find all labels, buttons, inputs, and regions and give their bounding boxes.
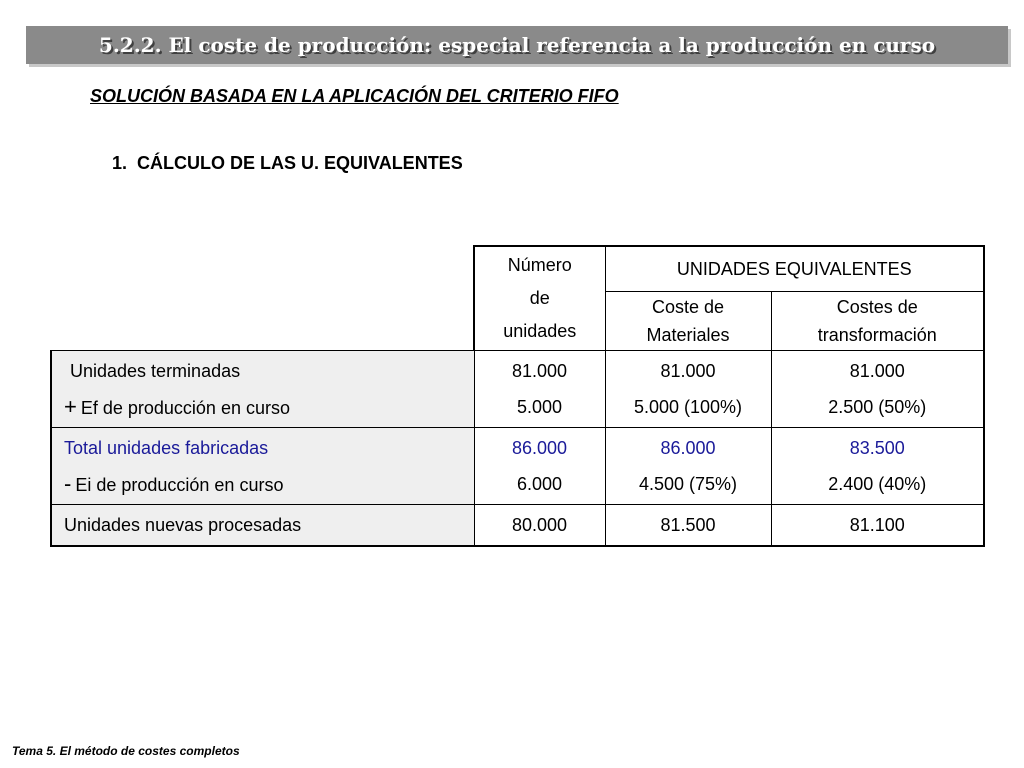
empty-corner-cell <box>51 246 474 351</box>
subtitle: SOLUCIÓN BASADA EN LA APLICACIÓN DEL CRITERIO FIFO <box>90 86 619 106</box>
transformacion-block2 <box>771 428 984 505</box>
numero-total-fabricadas: 86.000 <box>511 438 568 459</box>
transformacion-terminadas: 81.000 <box>849 361 905 382</box>
header-transformacion-line1: Costes de <box>836 297 918 318</box>
header-materiales-line1: Coste de <box>651 297 725 318</box>
numero-nuevas: 80.000 <box>474 505 605 547</box>
numero-terminadas: 81.000 <box>511 361 568 382</box>
materiales-total-fabricadas: 86.000 <box>660 438 716 459</box>
numero-ef: 5.000 <box>516 397 563 418</box>
label-unidades-nuevas: Unidades nuevas procesadas <box>51 505 474 547</box>
header-costes-transformacion <box>771 292 984 351</box>
materiales-ef: 5.000 (100%) <box>633 397 743 418</box>
row-total-fabricadas <box>51 428 984 505</box>
materiales-terminadas: 81.000 <box>660 361 716 382</box>
header-unidades-equivalentes: UNIDADES EQUIVALENTES <box>605 246 984 292</box>
materiales-ei: 4.500 (75%) <box>638 474 738 495</box>
transformacion-nuevas: 81.100 <box>771 505 984 547</box>
title-bar <box>26 26 1008 64</box>
transformacion-ef: 2.500 (50%) <box>828 397 927 418</box>
plus-sign: + <box>64 393 77 419</box>
header-transformacion-line2: transformación <box>817 325 937 346</box>
label-total-fabricadas: Total unidades fabricadas <box>64 437 269 458</box>
materiales-nuevas: 81.500 <box>605 505 771 547</box>
materiales-block2 <box>605 428 771 505</box>
page-title: 5.2.2. El coste de producción: especial referencia a la producción en curso <box>98 33 936 57</box>
label-ef-produccion <box>64 389 474 426</box>
label-ei-produccion-text: Ei de producción en curso <box>75 474 284 495</box>
label-cell-block1 <box>51 351 474 428</box>
transformacion-total-fabricadas: 83.500 <box>849 438 905 459</box>
header-coste-materiales <box>605 292 771 351</box>
section-number: 1. <box>112 153 128 173</box>
transformacion-ei: 2.400 (40%) <box>828 474 927 495</box>
transformacion-block1 <box>771 351 984 428</box>
equivalent-units-table <box>50 245 985 547</box>
row-unidades-terminadas <box>51 351 984 428</box>
section-label: CÁLCULO DE LAS U. EQUIVALENTES <box>137 153 463 173</box>
section-heading <box>112 153 463 174</box>
minus-sign: - <box>64 470 72 496</box>
header-materiales-line2: Materiales <box>646 325 730 346</box>
materiales-block1 <box>605 351 771 428</box>
header-numero-unidades <box>474 246 605 351</box>
footer-text: Tema 5. El método de costes completos <box>12 744 240 758</box>
label-cell-block2 <box>51 428 474 505</box>
header-numero-line3: unidades <box>503 321 577 342</box>
label-unidades-terminadas: Unidades terminadas <box>70 360 241 381</box>
header-numero-line1: Número <box>507 255 572 276</box>
header-row-1 <box>51 246 984 292</box>
numero-ei: 6.000 <box>516 474 563 495</box>
label-ei-produccion <box>64 466 474 503</box>
numero-block2 <box>474 428 605 505</box>
label-ef-produccion-text: Ef de producción en curso <box>80 397 290 418</box>
numero-block1 <box>474 351 605 428</box>
row-unidades-nuevas <box>51 505 984 547</box>
header-numero-line2: de <box>529 288 550 309</box>
